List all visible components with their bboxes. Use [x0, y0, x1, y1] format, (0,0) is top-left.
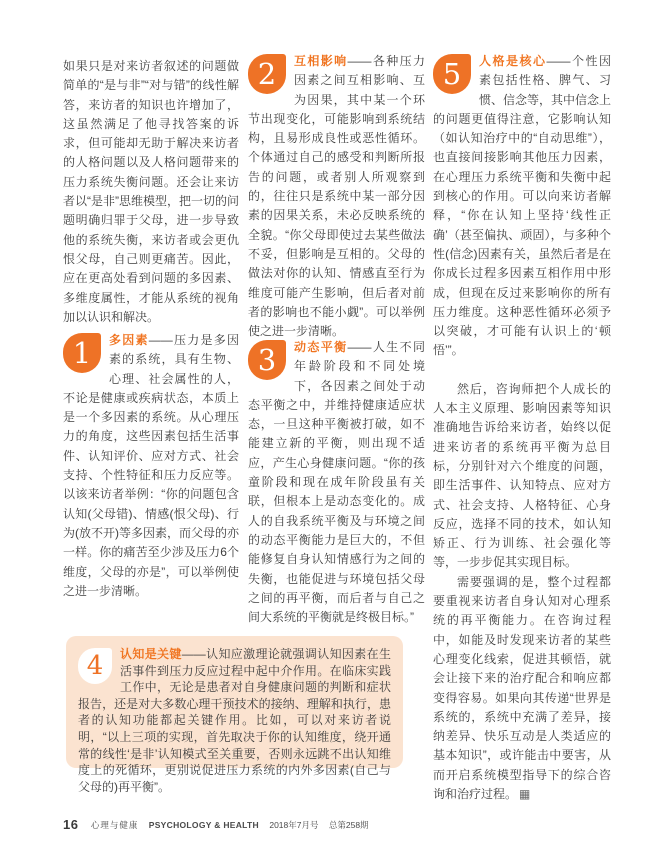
closing-paragraph-2	[433, 573, 611, 805]
section-4-number-badge: 4	[78, 648, 112, 684]
page-number: 16	[63, 817, 79, 832]
section-3-paragraph	[248, 338, 425, 627]
closing-paragraph-1: 然后，咨询师把个人成长的人本主义原理、影响因素等知识准确地告诉给来访者，始终以促进来访者的系统再平衡为总目标，分别针对六个维度的问题，即生活事件、认知特点、应对方式、社会支持、人格特征、心身反应，选择不同的技术，如认知矫正、行为训练、社会强化等等，一步步促其实现目标。	[433, 381, 611, 570]
section-5-title: 人格是核心	[479, 54, 547, 68]
magazine-title-cn: 心理与健康	[90, 820, 139, 830]
issue-label: 2018年7月号	[269, 820, 319, 830]
section-3-body: ——人生不同年龄阶段和不同处境下，各因素之间处于动态平衡之中，并维持健康适应状态，一旦这种平衡被打破，如不能建立新的平衡，则出现不适应，产生心身健康问题。“你的孩童阶段和现在成年阶段虽有关联，但根本上是动态变化的。成人的自我系统平衡及与环境之间的动态平衡能力是巨大的，不但能修复自身认知情感行为之间的失衡，也能促进与环境包括父母之间的再平衡，而后者与自己之间大系统的平衡就是终极目标。”	[248, 340, 425, 625]
section-4-highlight-box	[66, 636, 403, 794]
section-4-title: 认知是关键	[120, 647, 182, 661]
section-1-paragraph	[63, 331, 239, 601]
section-3-title: 动态平衡	[294, 340, 348, 354]
section-4-body: ——认知应激理论就强调认知因素在生活事件到压力反应过程中起中介作用。在临床实践工作中，无论是患者对自身健康问题的判断和症状报告，还是对大多数心理干预技术的接纳、理解和执行，患者的认知功能都起关键作用。比如，可以对来访者说明，“以上三项的实现，首先取决于你的认知维度，绕开通常的线性‘是非’认知模式至关重要，否则永远跳不出认知维度上的死循环，更别说促进压力系统的内外多因素(自己与父母的)再平衡”。	[78, 647, 391, 794]
end-of-article-icon: ▦	[519, 786, 531, 801]
column-3	[433, 52, 611, 804]
section-2-title: 互相影响	[294, 54, 348, 68]
section-1-multifactor	[63, 331, 239, 601]
section-4-paragraph	[78, 646, 391, 795]
section-2-paragraph	[248, 52, 425, 341]
section-1-title: 多因素	[109, 333, 149, 347]
section-1-body: ——压力是多因素的系统，具有生物、心理、社会属性的人，不论是健康或疾病状态，本质上是一个多因素的系统。从心理压力的角度，这些因素包括生活事件、认知评价、应对方式、社会支持、个性特征和压力反应等。以该来访者举例：“你的问题包含认知(父母错)、情感(恨父母)、行为(放不开)等多因素，而父母的亦一样。你的痛苦至少涉及压力6个维度，父母的亦是”，可以举例使之进一步清晰。	[63, 333, 239, 598]
section-3-dynamic-balance	[248, 338, 425, 627]
section-3-number-badge: 3	[248, 340, 286, 380]
section-2-mutual-influence	[248, 52, 425, 341]
section-5-paragraph	[433, 52, 611, 361]
magazine-title-en: PSYCHOLOGY & HEALTH	[148, 820, 259, 830]
section-5-body: ——个性因素包括性格、脾气、习惯、信念等，其中信念上的问题更值得注意，它影响认知（如认知治疗中的“自动思维”），也直接间接影响其他压力因素，在心理压力系统平衡和失衡中起到核心的作用。可以向来访者解释，“你在认知上坚持‘线性正确’（甚至偏执、顽固），与多种个性(信念)因素有关，虽然后者是在你成长过程多因素互相作用中形成，但现在反过来影响你的所有压力维度。这种恶性循环必须予以突破，才可能有认识上的‘顿悟’”。	[433, 54, 612, 358]
intro-paragraph: 如果只是对来访者叙述的问题做简单的“是与非”“对与错”的线性解答，来访者的知识也许增加了，这虽然满足了他寻找答案的诉求，但可能却无助于解决来访者的人格问题以及人格问题带来的压力系统失衡问题。还会让来访者以“是非”思维模型，把一切的问题明确归罪于父母，进一步导致他的系统失衡，来访者或会更仇恨父母，自己则更痛苦。因此，应在更高处看到问题的多因素、多维度属性，才能从系统的视角加以认识和解决。	[63, 59, 239, 324]
section-2-body: ——各种压力因素之间互相影响、互为因果，其中某一个环节出现变化，可能影响到系统结构，且易形成良性或恶性循环。个体通过自己的感受和判断所报告的问题，或者别人所观察到的，往往只是系统中某一部分因素的因果关系，未必反映系统的全貌。“你父母即使过去某些做法不妥，但影响是互相的。父母的做法对你的认知、情感直至行为维度可能产生影响，但后者对前者的影响也不能小觑”。可以举例使之进一步清晰。	[248, 54, 425, 339]
section-5-number-badge: 5	[433, 54, 471, 94]
section-2-number-badge: 2	[248, 54, 286, 94]
closing-paragraph-2-text: 需要强调的是，整个过程都要重视来访者自身认知对心理系统的再平衡能力。在咨询过程中，如能及时发现来访者的某些心理变化线索，促进其顿悟，就会让接下来的治疗配合和响应都变得容易。如果向其传递“世界是系统的，系统中充满了差异，接纳差异、快乐互动是人类适应的基本知识”，或许能击中要害，从而开启系统模型指导下的综合咨询和治疗过程。	[433, 574, 611, 801]
page-footer	[63, 817, 583, 832]
volume-label: 总第258期	[328, 820, 369, 830]
column-1	[63, 57, 239, 327]
section-1-number-badge: 1	[63, 333, 101, 373]
